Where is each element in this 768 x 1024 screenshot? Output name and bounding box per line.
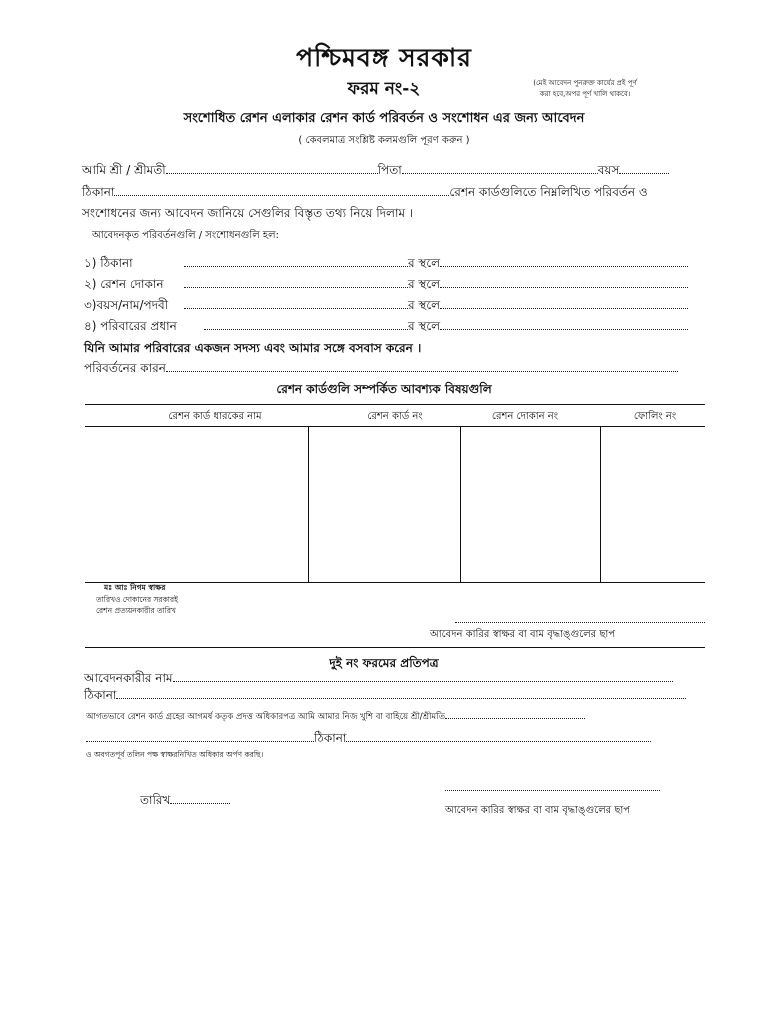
- change-label: ২) রেশন দোকান: [84, 277, 164, 291]
- change-item-age-name: [84, 297, 688, 317]
- reason-field[interactable]: [166, 360, 678, 372]
- column-header: রেশন দোকান নং: [491, 411, 559, 422]
- table-header-rule: [85, 426, 705, 427]
- family-text: যিনি আমার পরিবারের একজন সদস্য এবং আমার সঙ্গে বসবাস করেন ।: [84, 341, 422, 355]
- change-item-address: [84, 255, 688, 275]
- counterfoil-address-field[interactable]: [116, 687, 686, 699]
- change-field-new[interactable]: [440, 297, 688, 309]
- change-suffix: র স্থলে: [408, 298, 441, 312]
- change-label: ৪) পরিবারের প্রধান: [84, 319, 177, 333]
- name-field[interactable]: [166, 162, 378, 174]
- table-column-divider: [600, 426, 601, 583]
- details-heading: রেশন কার্ডগুলি সম্পর্কিত আবশ্যক বিষয়গুলি: [276, 382, 492, 396]
- counterfoil-receipt-row: [86, 710, 585, 724]
- change-label: ৩)বয়স/নাম/পদবী: [84, 298, 169, 312]
- age-field[interactable]: [619, 162, 669, 174]
- column-header: ফোলিং নং: [633, 411, 677, 422]
- header-note-line2: করা হবে,অপর পূর্ণ খালি থাকবে।: [539, 90, 631, 98]
- change-label: ১) ঠিকানা: [84, 256, 133, 270]
- change-item-family-head: [84, 318, 688, 338]
- counterfoil-signature-field[interactable]: [445, 790, 660, 791]
- table-bottom-rule: [85, 582, 705, 583]
- address-field[interactable]: [114, 184, 449, 196]
- counterfoil-signature-label: আবেদন কারির স্বাক্ষর বা বাম বৃদ্ধাঙ্গুলের ছাপ: [445, 805, 631, 816]
- receipt-text: আগতভাবে রেশন কার্ড গ্রহের আগমর্ষ কতৃক প্রদত্ত অধিকারপত্র আমি আমার নিজ খুশি বা বাহিয়ে শ্রী/শ্রীমতি: [86, 712, 445, 722]
- form-number: ফরম নং-২: [347, 79, 421, 99]
- section-divider: [85, 647, 705, 648]
- change-field-new[interactable]: [440, 255, 688, 267]
- signature-field[interactable]: [455, 622, 705, 623]
- date-field[interactable]: [170, 792, 230, 804]
- reason-row: [84, 360, 678, 380]
- column-header: রেশন কার্ড ধারকের নাম: [168, 411, 262, 422]
- reason-label: পরিবর্তনের কারন: [84, 361, 166, 375]
- counterfoil-heading: দুই নং ফরমের প্রতিপত্র: [329, 656, 439, 670]
- father-label: পিতা: [377, 163, 402, 177]
- office-note-line3: রেশন প্রত্যয়নকারীর তারিখ: [96, 606, 176, 615]
- form-title: পশ্চিমবঙ্গ সরকার: [296, 43, 472, 72]
- application-text: সংশোধনের জন্য আবেদন জানিয়ে সেগুলির বিস্তৃত তথ্য নিয়ে দিলাম ।: [82, 206, 414, 220]
- address-label: ঠিকানা: [82, 185, 115, 199]
- address2-field[interactable]: [346, 730, 651, 742]
- office-note-line2: তারিখও দোকানের সরকারই: [96, 595, 179, 604]
- change-suffix: র স্থলে: [408, 256, 441, 270]
- change-field-old[interactable]: [184, 297, 408, 309]
- counterfoil-address-row: [84, 687, 686, 707]
- address-row: [82, 184, 648, 204]
- father-field[interactable]: [402, 162, 598, 174]
- applicant-name-field[interactable]: [173, 670, 673, 682]
- age-label: বয়স: [597, 163, 620, 177]
- change-field-old[interactable]: [204, 318, 408, 330]
- column-header: রেশন কার্ড নং: [367, 411, 423, 422]
- name-label: আমি শ্রী / শ্রীমতী: [82, 163, 166, 177]
- date-row: [140, 792, 230, 812]
- change-item-ration-shop: [84, 276, 688, 296]
- change-field-new[interactable]: [440, 276, 688, 288]
- address2-prefix-field[interactable]: [86, 730, 314, 742]
- receipt-name-field[interactable]: [445, 710, 585, 719]
- table-column-divider: [460, 426, 461, 583]
- counterfoil-footnote: ও অবগতপূর্ব তলিন পক্ষ স্বাক্ষরনিখিত অধিকার অর্পণ করছি।: [86, 750, 264, 759]
- changes-text: রেশন কার্ডগুলিতে নিম্নলিখিত পরিবর্তন ও: [449, 185, 648, 199]
- address2-label: ঠিকানা: [314, 731, 347, 745]
- change-field-old[interactable]: [184, 276, 408, 288]
- office-note-line1: মঃ আঃ নিগম স্বাক্ষর: [104, 583, 166, 592]
- table-column-divider: [308, 426, 309, 583]
- counterfoil-address-label: ঠিকানা: [84, 688, 117, 702]
- applicant-name-label: আবেদনকারীর নাম: [84, 671, 173, 685]
- change-suffix: র স্থলে: [408, 319, 441, 333]
- change-suffix: র স্থলে: [408, 277, 441, 291]
- header-note-line1: (মেই আবেদন পুনরুক্ত কার্যের প্রই পূর্ণ: [533, 79, 637, 87]
- signature-label: আবেদন কারির স্বাক্ষর বা বাম বৃদ্ধাঙ্গুলের ছাপ: [430, 629, 616, 640]
- table-top-rule: [85, 404, 705, 405]
- change-field-new[interactable]: [440, 318, 688, 330]
- change-field-old[interactable]: [184, 255, 408, 267]
- form-subtitle: সংশোধিত রেশন এলাকার রেশন কার্ড পরিবর্তন ও সংশোধন এর জন্য আবেদন: [183, 111, 585, 126]
- name-row: [82, 162, 669, 182]
- changes-heading: আবেদনকৃত পরিবর্তনগুলি / সংশোধনগুলি হল:: [92, 230, 279, 241]
- form-instruction: ( কেবলমাত্র সংশ্লিষ্ট কলমগুলি পূরণ করুন ): [298, 135, 470, 146]
- counterfoil-address2-row: [86, 730, 651, 750]
- date-label: তারিখ: [140, 793, 171, 807]
